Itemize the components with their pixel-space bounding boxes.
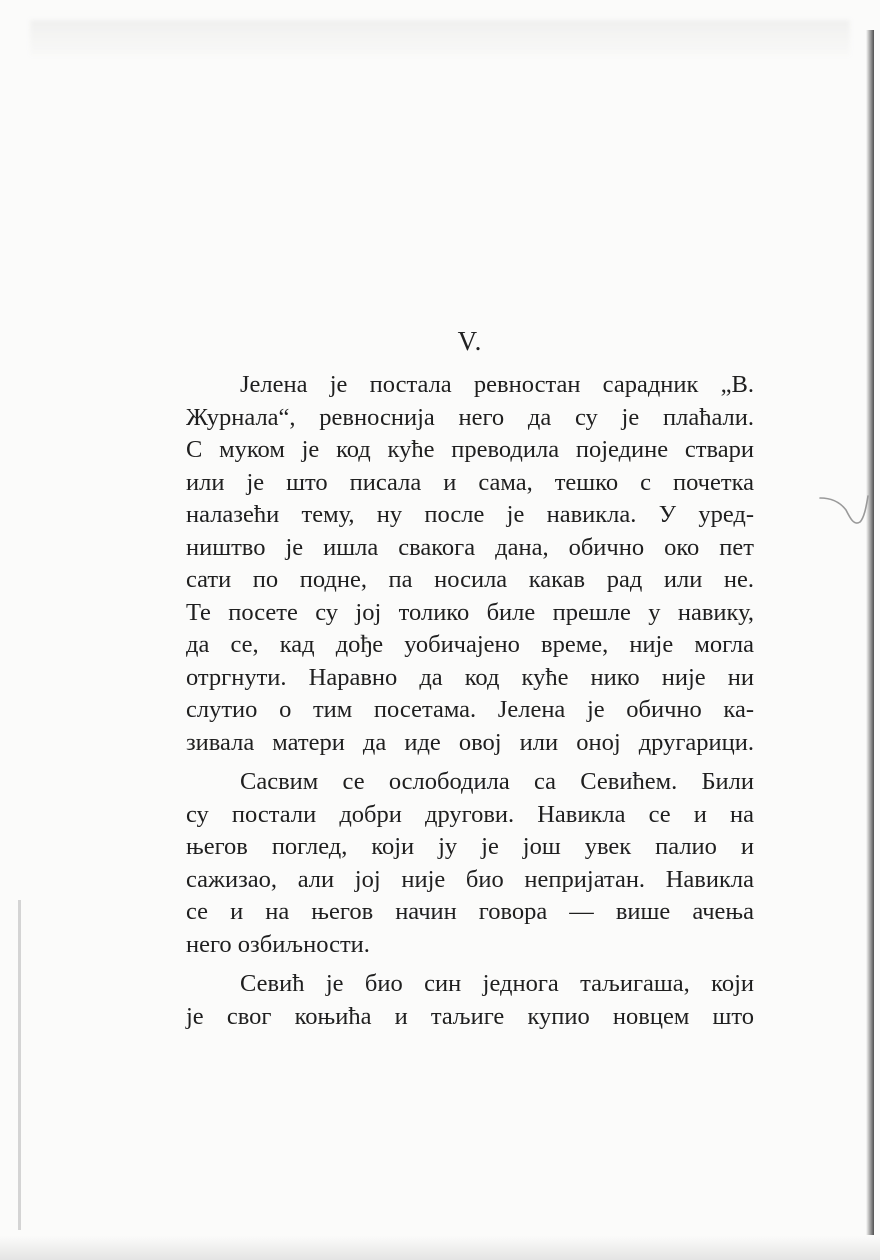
text-line: или је што писала и сама, тешко с почетка <box>186 468 754 496</box>
text-line: зивала матери да иде овој или оној другарици. <box>186 728 754 756</box>
text-line: Те посете су јој толико биле прешле у навику, <box>186 598 754 626</box>
scan-shadow-top <box>30 20 850 56</box>
paragraph-spacer <box>186 961 754 968</box>
paragraph-2 <box>186 766 754 961</box>
text-line: Журнала“, ревноснија него да су је плаћали. <box>186 403 754 431</box>
text-line: његов поглед, који ју је још увек палио и <box>186 833 754 860</box>
text-line: отргнути. Наравно да код куће нико није ни <box>186 663 754 691</box>
text-line: слутио о тим посетама. Јелена је обично ка- <box>186 696 754 723</box>
text-line: Јелена је постала ревностан сарадник „В. <box>240 371 754 398</box>
body-text <box>186 369 754 1033</box>
text-line: је свог коњића и таљиге купио новцем што <box>186 1002 754 1030</box>
paragraph-spacer <box>186 759 754 766</box>
margin-pencil-mark <box>818 492 870 536</box>
text-line: Сасвим се ослободила са Севићем. Били <box>240 768 754 795</box>
scan-edge-right <box>866 30 874 1235</box>
text-line: су постали добри другови. Навикла се и на <box>186 800 754 828</box>
text-line: С муком је код куће преводила поједине ствари <box>186 436 754 463</box>
text-line: се и на његов начин говора — више ачења <box>186 898 754 925</box>
text-line: Севић је био син једнога таљигаша, који <box>240 970 754 997</box>
text-line: него озбиљности. <box>186 930 370 958</box>
paragraph-3 <box>186 968 754 1033</box>
text-line: ништво је ишла свакога дана, обично око пет <box>186 533 754 561</box>
text-line: сажизао, али јој није био непријатан. Навикла <box>186 865 754 893</box>
scan-shadow-bottom <box>0 1236 880 1260</box>
text-line: да се, кад дође уобичајено време, није могла <box>186 631 754 658</box>
chapter-heading: V. <box>457 326 483 356</box>
text-line: сати по подне, па носила какав рад или не. <box>186 566 754 593</box>
paragraph-1 <box>186 369 754 759</box>
scan-edge-left <box>18 900 21 1230</box>
text-line: налазећи тему, ну после је навикла. У уред- <box>186 501 754 528</box>
